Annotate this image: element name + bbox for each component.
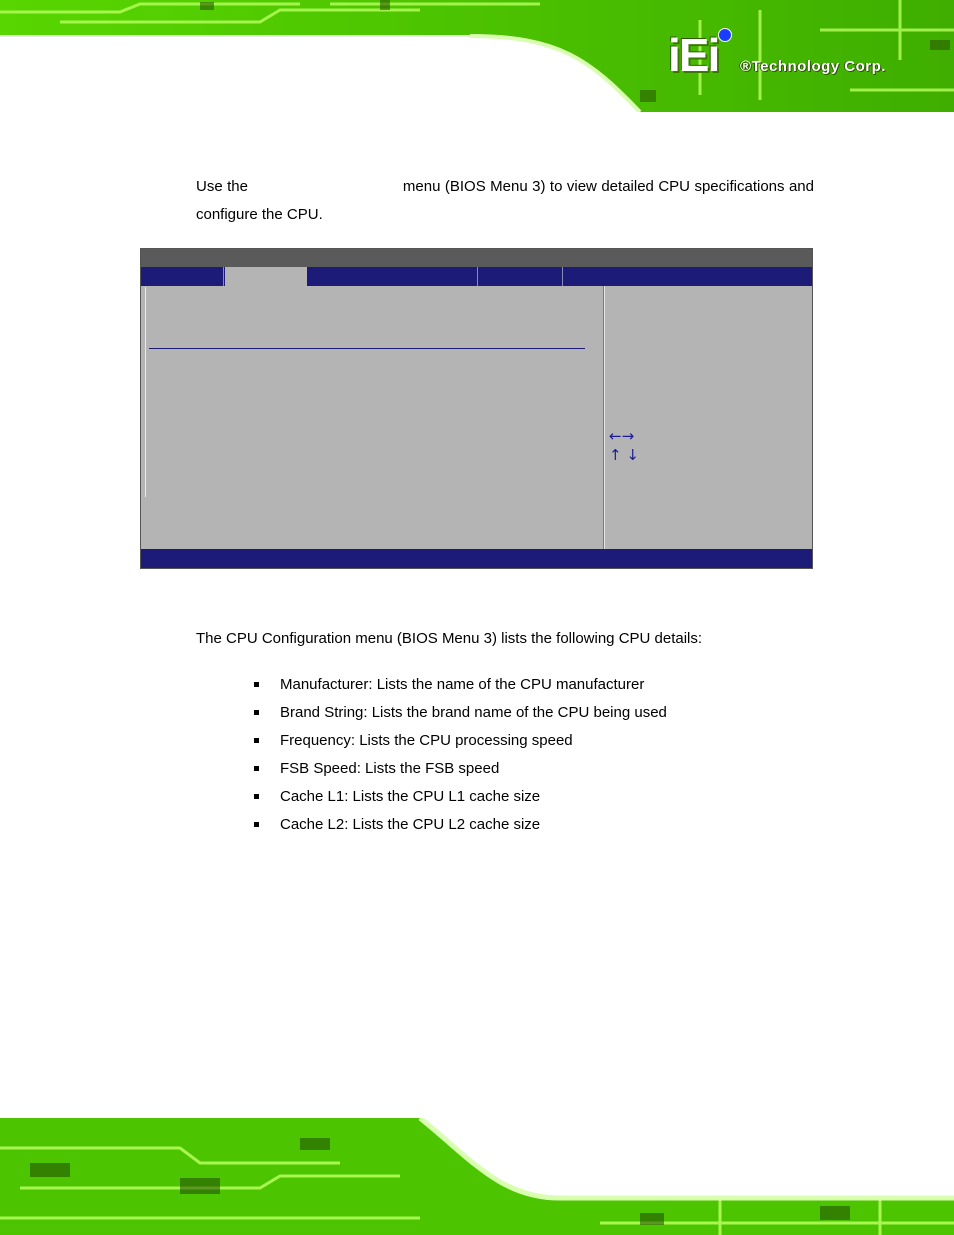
up-down-arrow-icon: ↑ ↓ — [609, 446, 639, 464]
list-item — [252, 671, 667, 699]
bios-tab-bar — [141, 267, 812, 286]
summary-paragraph: The CPU Configuration menu (BIOS Menu 3) lists the following CPU details: — [196, 630, 703, 647]
bios-footer-bar — [141, 549, 812, 568]
bios-menu-screenshot — [140, 248, 813, 569]
bios-tab-advanced — [225, 267, 307, 286]
list-item-text: Brand String: Lists the brand name of the CPU being used — [280, 704, 667, 721]
bios-main-panel — [145, 286, 603, 549]
list-item — [252, 727, 667, 755]
list-item — [252, 783, 667, 811]
bios-tab-1 — [141, 267, 224, 286]
bullet-square-icon — [254, 738, 259, 743]
list-item-text: FSB Speed: Lists the FSB speed — [280, 760, 500, 777]
logo-text: iEi — [668, 29, 719, 81]
bios-tab-4 — [478, 267, 563, 286]
bullet-square-icon — [254, 710, 259, 715]
list-item — [252, 755, 667, 783]
page-header — [0, 0, 954, 112]
iei-logo — [668, 28, 938, 83]
circuit-board-footer — [0, 1118, 954, 1235]
bios-section-underline — [149, 348, 585, 349]
list-item-text: Frequency: Lists the CPU processing speed — [280, 732, 573, 749]
list-item — [252, 811, 667, 839]
cpu-details-list — [252, 671, 667, 839]
bullet-square-icon — [254, 682, 259, 687]
list-item-text: Cache L1: Lists the CPU L1 cache size — [280, 788, 541, 805]
bios-left-edge — [145, 287, 146, 497]
bios-panel-divider — [603, 286, 605, 550]
bullet-square-icon — [254, 766, 259, 771]
left-right-arrow-icon: ←→ — [609, 427, 635, 445]
intro-after: menu (BIOS Menu 3) to view detailed CPU specifications and configure the CPU. — [196, 178, 814, 223]
page-footer — [0, 1118, 954, 1235]
bios-tab-3 — [309, 267, 478, 286]
logo-dot-icon — [718, 28, 732, 42]
list-item — [252, 699, 667, 727]
bios-title-bar — [141, 249, 812, 267]
bios-help-panel — [609, 427, 639, 465]
list-item-text: Cache L2: Lists the CPU L2 cache size — [280, 816, 541, 833]
intro-before: Use the — [196, 178, 248, 195]
bullet-square-icon — [254, 822, 259, 827]
intro-paragraph — [196, 173, 814, 229]
brand-name: ®Technology Corp. — [740, 58, 886, 75]
list-item-text: Manufacturer: Lists the name of the CPU manufacturer — [280, 676, 645, 693]
bullet-square-icon — [254, 794, 259, 799]
